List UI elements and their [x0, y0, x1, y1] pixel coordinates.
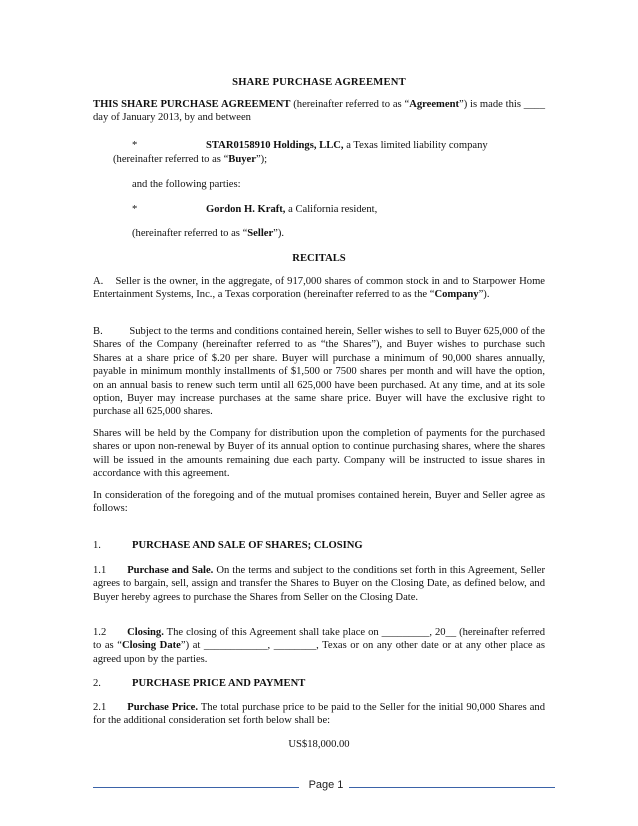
- party1-bullet: *: [132, 140, 138, 151]
- recitals-heading: RECITALS: [292, 253, 346, 264]
- agreement-term: Agreement: [409, 99, 459, 110]
- party2-ref-pre: (hereinafter referred to as “: [132, 228, 248, 239]
- party1-desc: a Texas limited liability company: [343, 140, 488, 151]
- section2-heading: PURCHASE PRICE AND PAYMENT: [132, 678, 306, 689]
- document-title: SHARE PURCHASE AGREEMENT: [232, 77, 406, 88]
- company-term: Company: [434, 289, 479, 301]
- seller-term: Seller: [247, 228, 274, 239]
- recital-a: [93, 275, 545, 302]
- party1-ref-pre: (hereinafter referred to as “: [113, 154, 229, 165]
- page-number: Page 1: [308, 779, 344, 791]
- footer-rule-left: [93, 787, 299, 788]
- s1-1-title: Purchase and Sale.: [127, 565, 214, 576]
- closing-date-term: Closing Date: [121, 640, 181, 652]
- section2-number: 2.: [93, 678, 101, 689]
- party2-name: Gordon H. Kraft,: [206, 204, 286, 215]
- recital-a-text: Seller is the owner, in the aggregate, of 917,000 shares of common stock in and to Starpower Home Entertainment Systems, Inc., a Texas corporation (hereinafter referred to as the “: [93, 276, 546, 301]
- intro-text2: ”) is made this ____ day of January 2013, by and between: [93, 99, 545, 124]
- party1-ref: [113, 153, 267, 166]
- consideration-paragraph: In consideration of the foregoing and of the mutual promises contained herein, Buyer and Seller agree as follows:: [93, 490, 545, 515]
- party2-ref-post: ”).: [273, 228, 285, 239]
- s1-2-title: Closing.: [127, 627, 164, 638]
- following-parties: and the following parties:: [132, 179, 241, 190]
- section-1-2: [93, 626, 545, 666]
- intro-text1: (hereinafter referred to as “: [290, 99, 410, 110]
- party2-bullet: *: [132, 204, 138, 215]
- section-1-1: [93, 564, 545, 604]
- party2-line: [206, 203, 546, 216]
- s2-1-number: 2.1: [93, 702, 107, 713]
- section-2-1: [93, 701, 545, 728]
- s1-1-number: 1.1: [93, 565, 107, 576]
- shares-held-paragraph: Shares will be held by the Company for distribution upon the completion of payments for the purchased shares or upon non-renewal by Buyer of its annual option to continue purchasing shares, where the shares will be issued in the amounts remaining due each party. Company will be instructed to issue shares in accordance with this agreement.: [93, 428, 545, 480]
- party1-ref-post: ”);: [255, 154, 268, 165]
- party2-desc: a California resident,: [285, 204, 378, 215]
- recital-b: [93, 325, 545, 419]
- intro-lead: THIS SHARE PURCHASE AGREEMENT: [93, 99, 291, 110]
- recital-a-label: A.: [93, 276, 104, 287]
- s1-1-text: On the terms and subject to the conditions set forth in this Agreement, Seller agrees to bargain, sell, assign and transfer the Shares to Buyer on the Closing Date, as defined below, and Buyer hereby agrees to purchase the Shares from Seller on the Closing Date.: [93, 565, 545, 603]
- intro-paragraph: [93, 98, 545, 125]
- s2-1-title: Purchase Price.: [127, 702, 199, 713]
- s2-1-text: The total purchase price to be paid to the Seller for the initial 90,000 Shares and for the additional consideration set forth below shall be:: [93, 702, 545, 727]
- party1-line: [206, 139, 546, 152]
- footer-rule-right: [349, 787, 555, 788]
- s1-2-text1: The closing of this Agreement shall take place on _________, 20__ (hereinafter referred to as “: [93, 627, 545, 652]
- buyer-term: Buyer: [228, 154, 256, 165]
- section1-number: 1.: [93, 540, 101, 551]
- section1-heading: PURCHASE AND SALE OF SHARES; CLOSING: [132, 540, 363, 551]
- recital-b-label: B.: [93, 326, 103, 337]
- party2-ref: [132, 227, 284, 240]
- party1-name: STAR0158910 Holdings, LLC,: [206, 140, 344, 151]
- s1-2-number: 1.2: [93, 627, 107, 638]
- s1-2-text2: ”) at ____________, ________, Texas or on any other date or at any other place as agreed upon by the parties.: [93, 640, 545, 665]
- recital-a-post: ”).: [478, 289, 490, 301]
- purchase-amount: US$18,000.00: [288, 739, 350, 750]
- recital-b-text: Subject to the terms and conditions contained herein, Seller wishes to sell to Buyer 625,000 of the Shares of the Company (hereinafter referred to as “the Shares”), and Buyer wishes to purchase such Shares at a share price of $.20 per share. Buyer will purchase a minimum of 90,000 shares annually, payable in minimum monthly installments of $1,500 or 7500 shares per month and will have the option, on an annual basis to renew such term until all 625,000 have been purchased. At any time, and at its sole option, Buyer may increase purchases at the same share price. Buyer will have the exclusive right to purchase all 625,000 shares.: [93, 326, 545, 418]
